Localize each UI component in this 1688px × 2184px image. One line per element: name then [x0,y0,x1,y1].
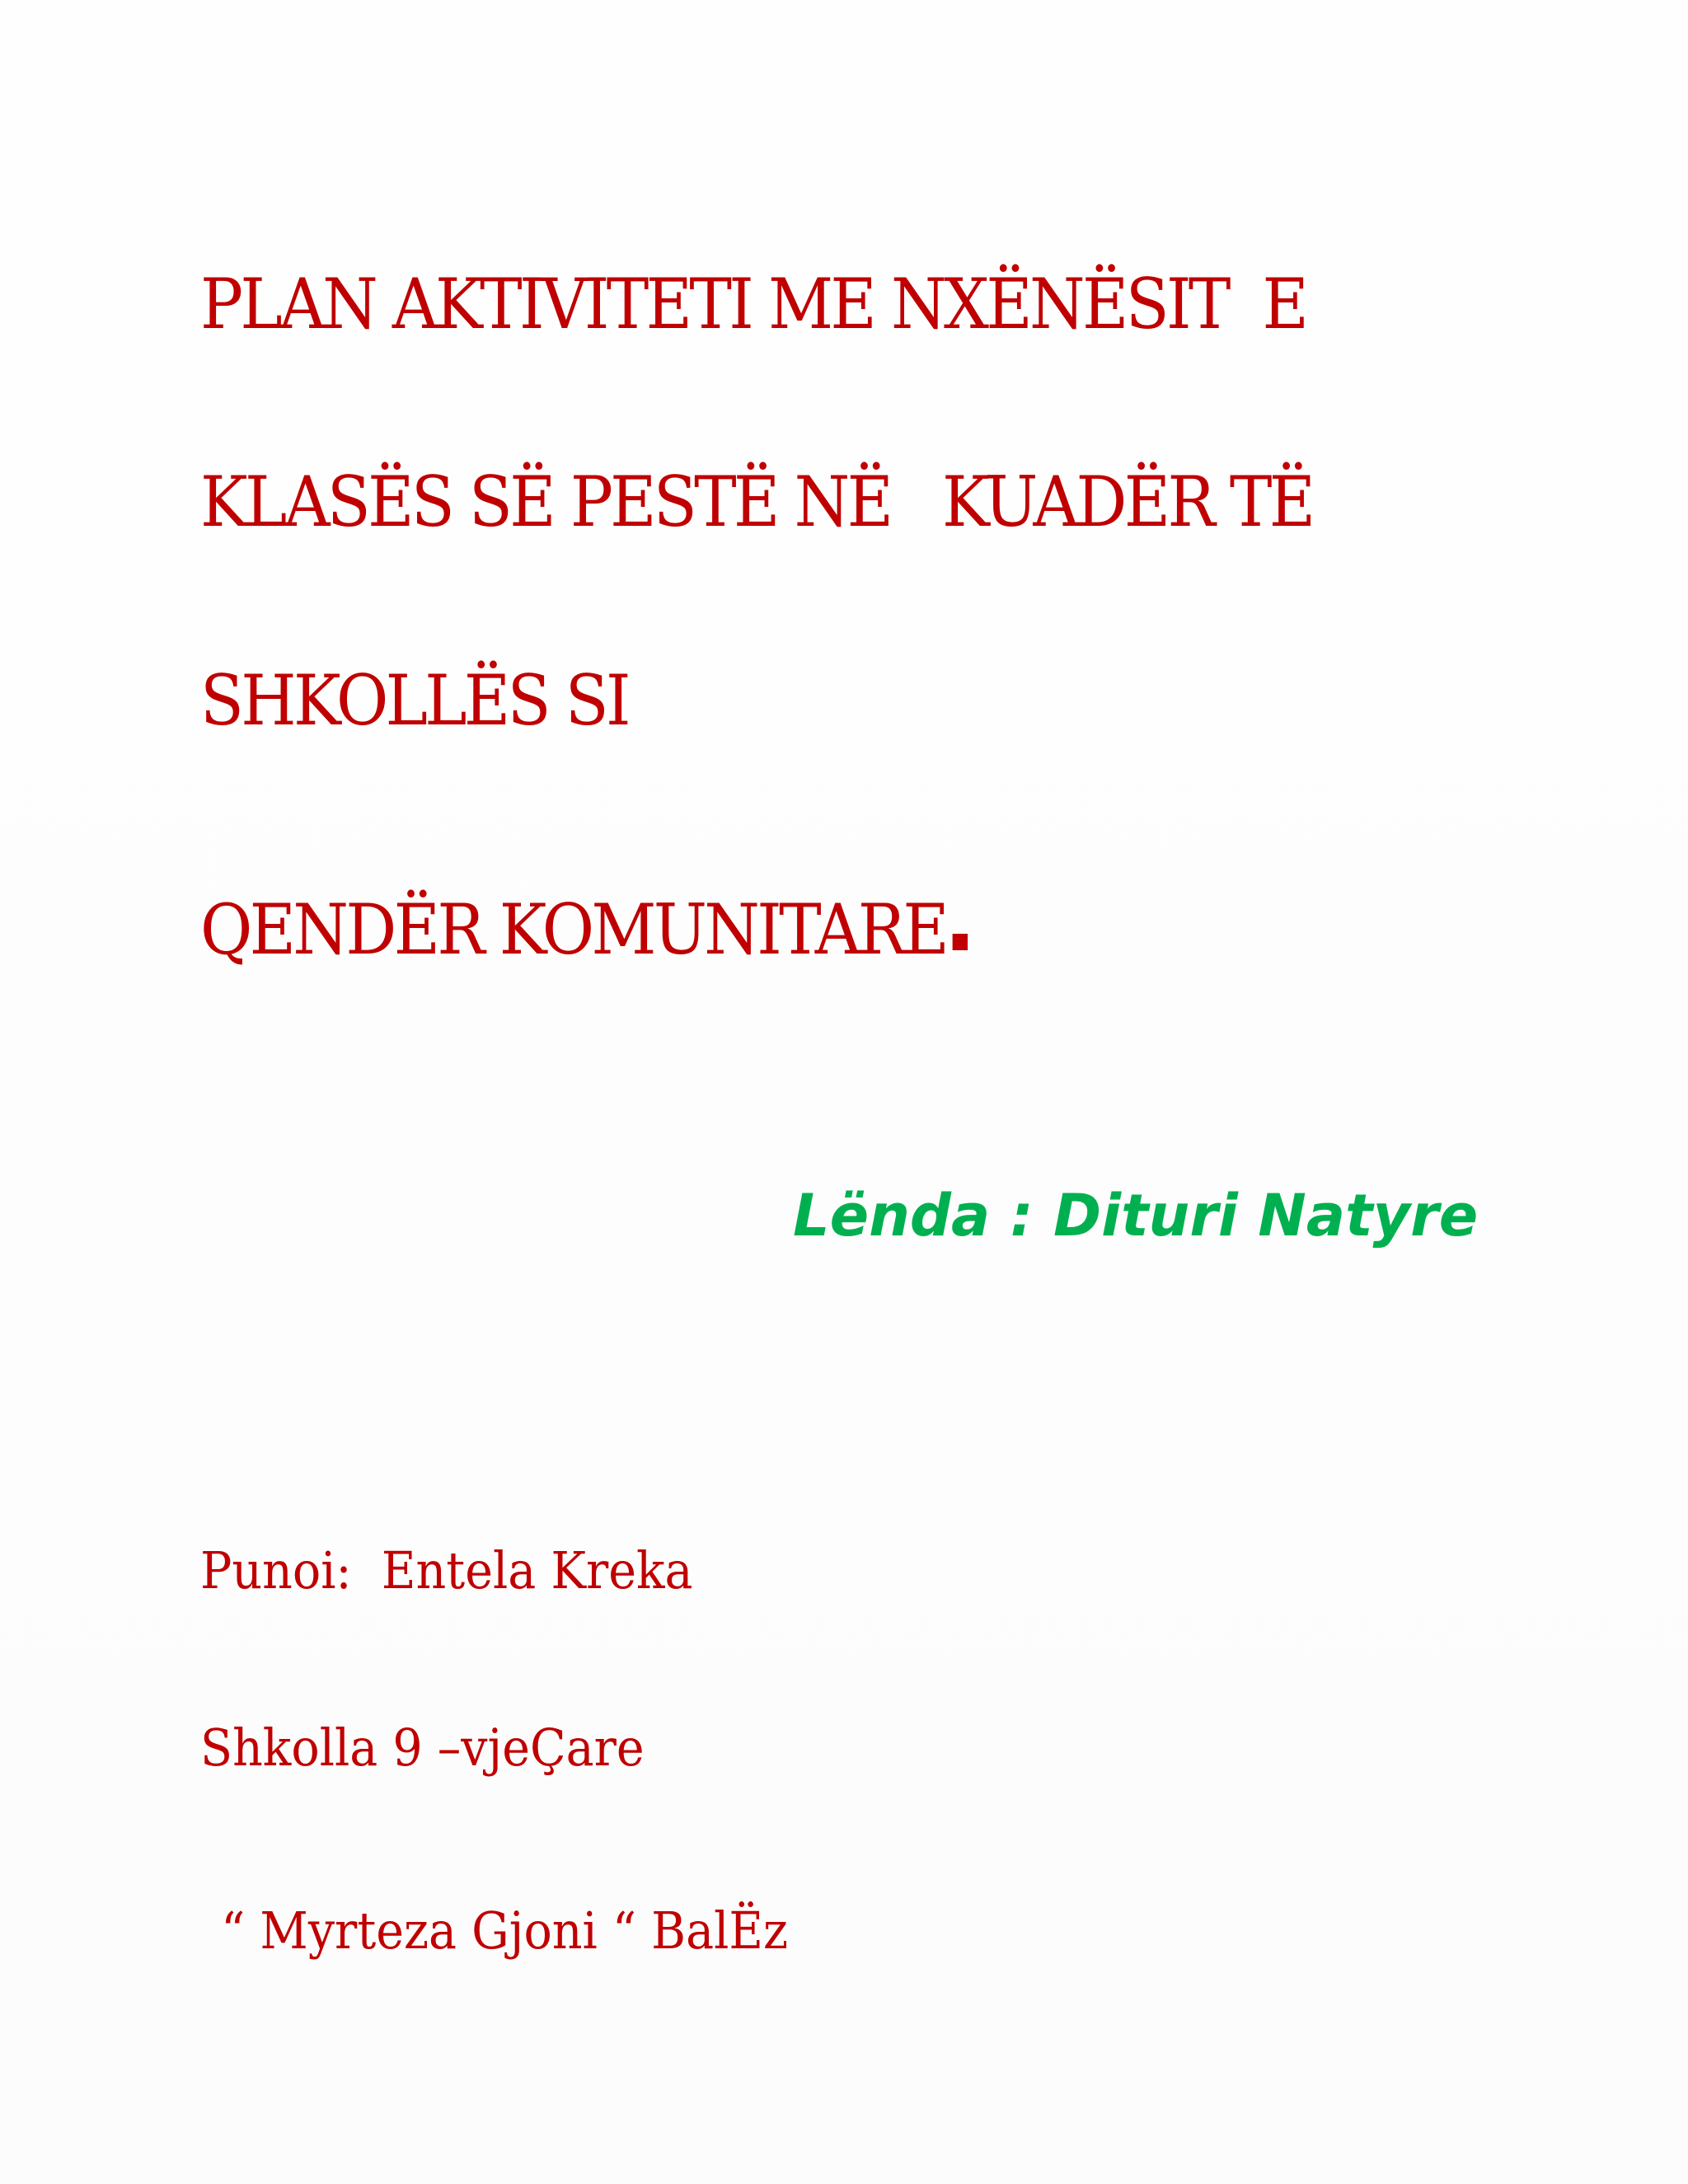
school-name-line: “ Myrteza Gjoni “ BalËz [206,1900,789,1961]
title-line-2: KLASËS SË PESTË NË KUADËR TË [200,462,1313,542]
period-mark [952,934,967,950]
title-line-4-text: QENDËR KOMUNITARE [200,889,947,970]
title-line-4 [200,889,968,970]
title-line-1: PLAN AKTIVITETI ME NXËNËSIT E [200,264,1306,344]
title-line-3: SHKOLLËS SI [200,660,628,741]
subject-label: Lënda : Dituri Natyre [793,1182,1479,1249]
school-line: Shkolla 9 –vjeÇare [200,1718,645,1778]
author-line: Punoi: Entela Kreka [200,1540,693,1601]
